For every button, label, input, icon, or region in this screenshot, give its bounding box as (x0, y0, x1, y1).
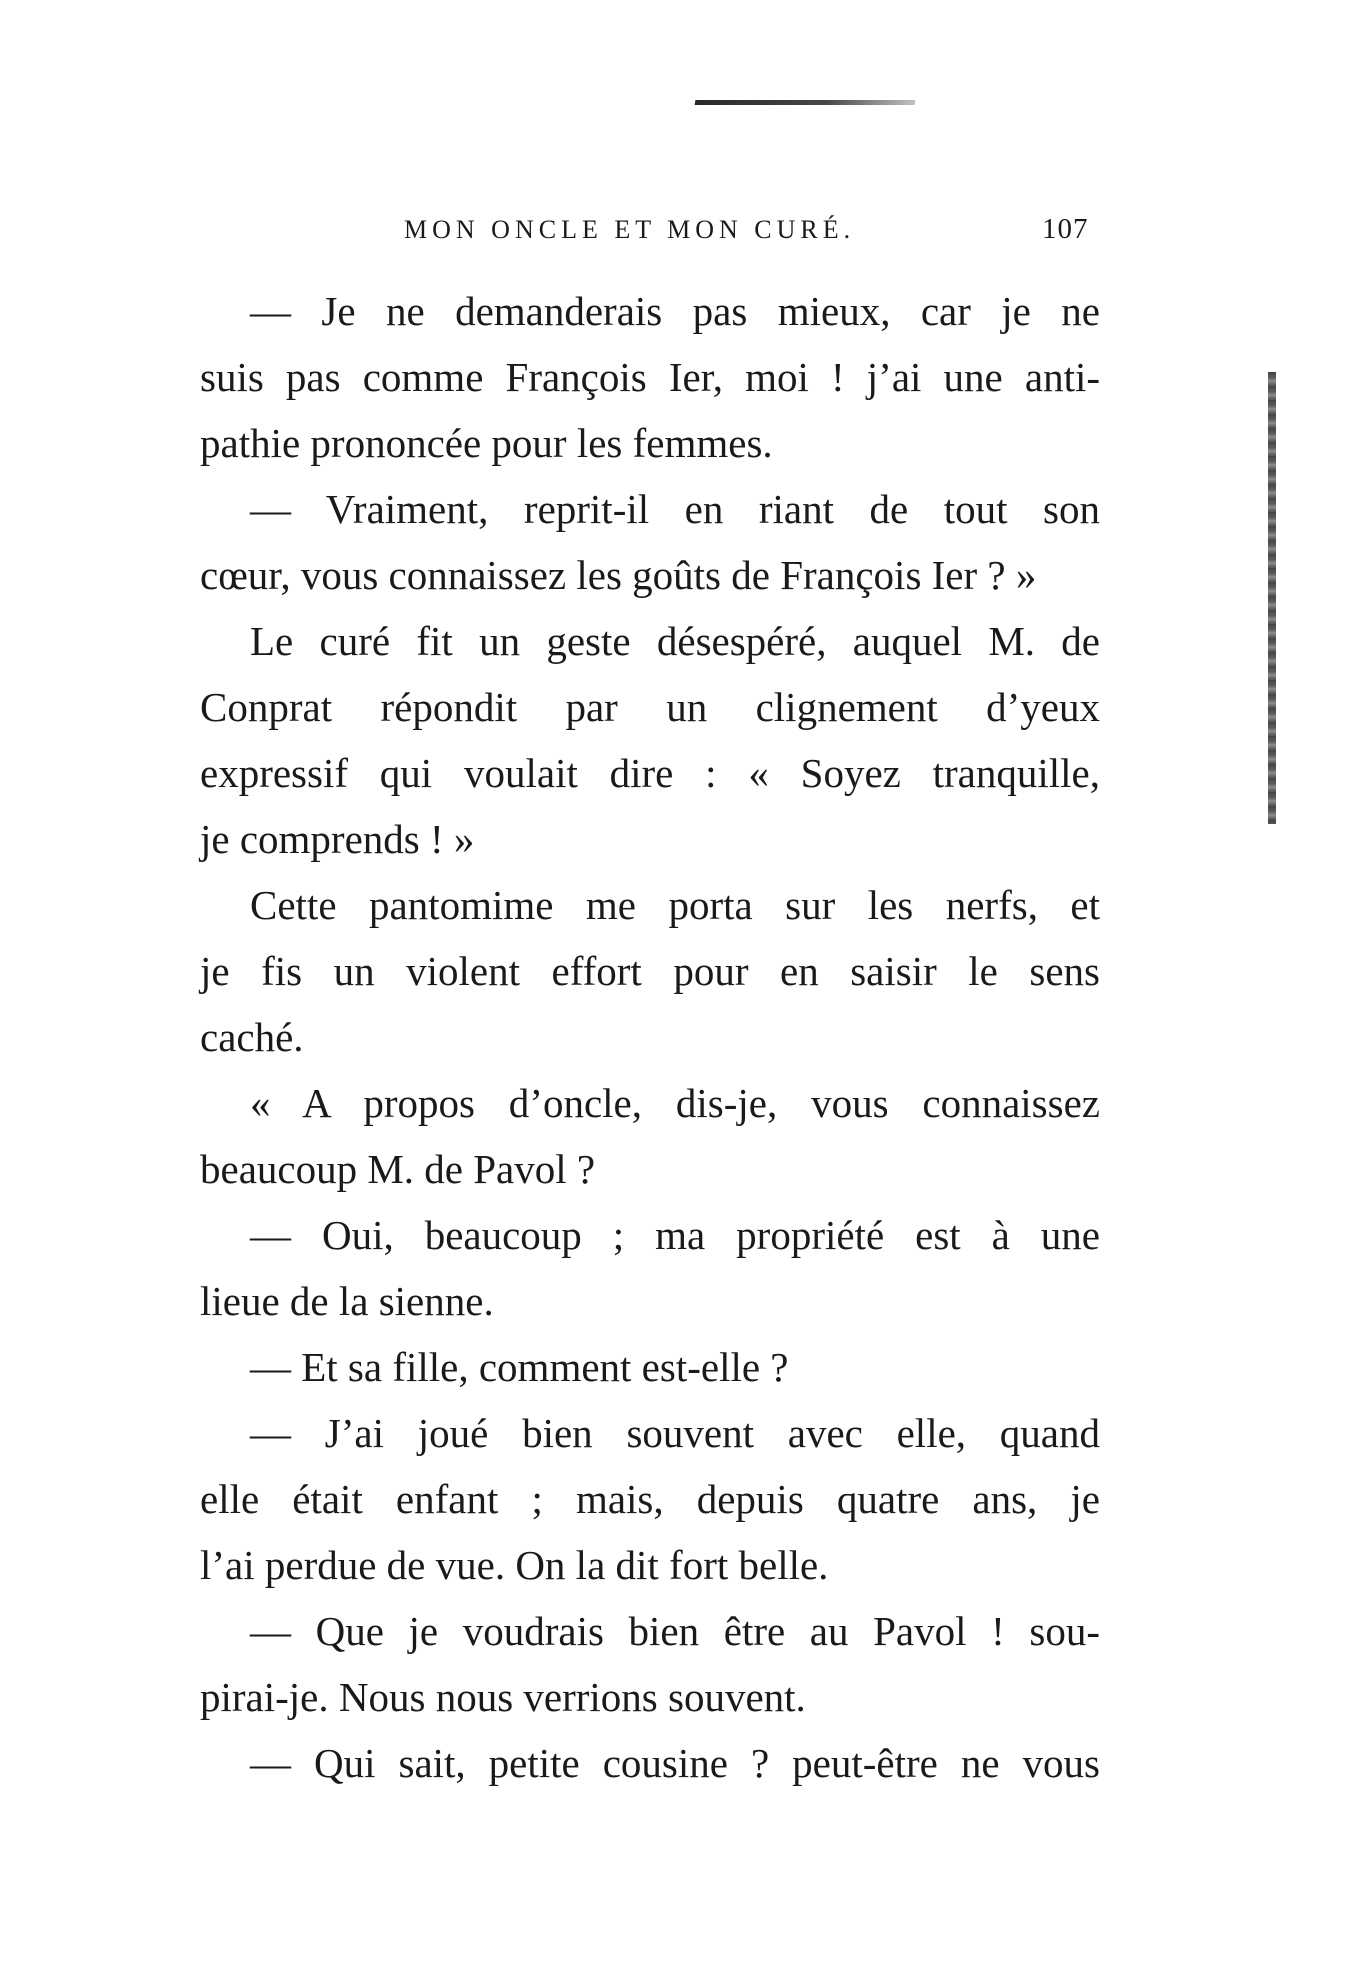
margin-scan-artifact (1268, 372, 1276, 824)
text-line: elle était enfant ; mais, depuis quatre ans, je (200, 1476, 1100, 1522)
text-line: — Je ne demanderais pas mieux, car je ne (250, 288, 1100, 334)
text-line: je comprends ! » (200, 816, 475, 862)
text-line: — Vraiment, reprit-il en riant de tout son (250, 486, 1100, 532)
running-title: MON ONCLE ET MON CURÉ. (404, 215, 856, 244)
text-line: — Oui, beaucoup ; ma propriété est à une (250, 1212, 1100, 1258)
text-line: — Qui sait, petite cousine ? peut-être ne vous (250, 1740, 1100, 1786)
body-text (200, 278, 1100, 1796)
text-line: Le curé fit un geste désespéré, auquel M. de (250, 618, 1100, 664)
text-line: lieue de la sienne. (200, 1278, 494, 1324)
text-line: je fis un violent effort pour en saisir le sens (200, 948, 1100, 994)
top-ornament-rule (695, 100, 916, 105)
text-line: Conprat répondit par un clignement d’yeux (200, 684, 1100, 730)
text-line: — Et sa fille, comment est-elle ? (250, 1344, 789, 1390)
text-line: Cette pantomime me porta sur les nerfs, et (250, 882, 1100, 928)
text-line: expressif qui voulait dire : « Soyez tranquille, (200, 750, 1100, 796)
text-line: — Que je voudrais bien être au Pavol ! sou- (250, 1608, 1100, 1654)
text-line: pirai-je. Nous nous verrions souvent. (200, 1674, 806, 1720)
text-line: caché. (200, 1014, 304, 1060)
page-number: 107 (1042, 213, 1089, 245)
text-line: — J’ai joué bien souvent avec elle, quand (250, 1410, 1100, 1456)
text-line: beaucoup M. de Pavol ? (200, 1146, 596, 1192)
text-line: pathie prononcée pour les femmes. (200, 420, 773, 466)
text-line: « A propos d’oncle, dis-je, vous connaissez (250, 1080, 1100, 1126)
text-line: l’ai perdue de vue. On la dit fort belle. (200, 1542, 829, 1588)
text-line: suis pas comme François Ier, moi ! j’ai une anti- (200, 354, 1100, 400)
text-line: cœur, vous connaissez les goûts de François Ier ? » (200, 552, 1037, 598)
